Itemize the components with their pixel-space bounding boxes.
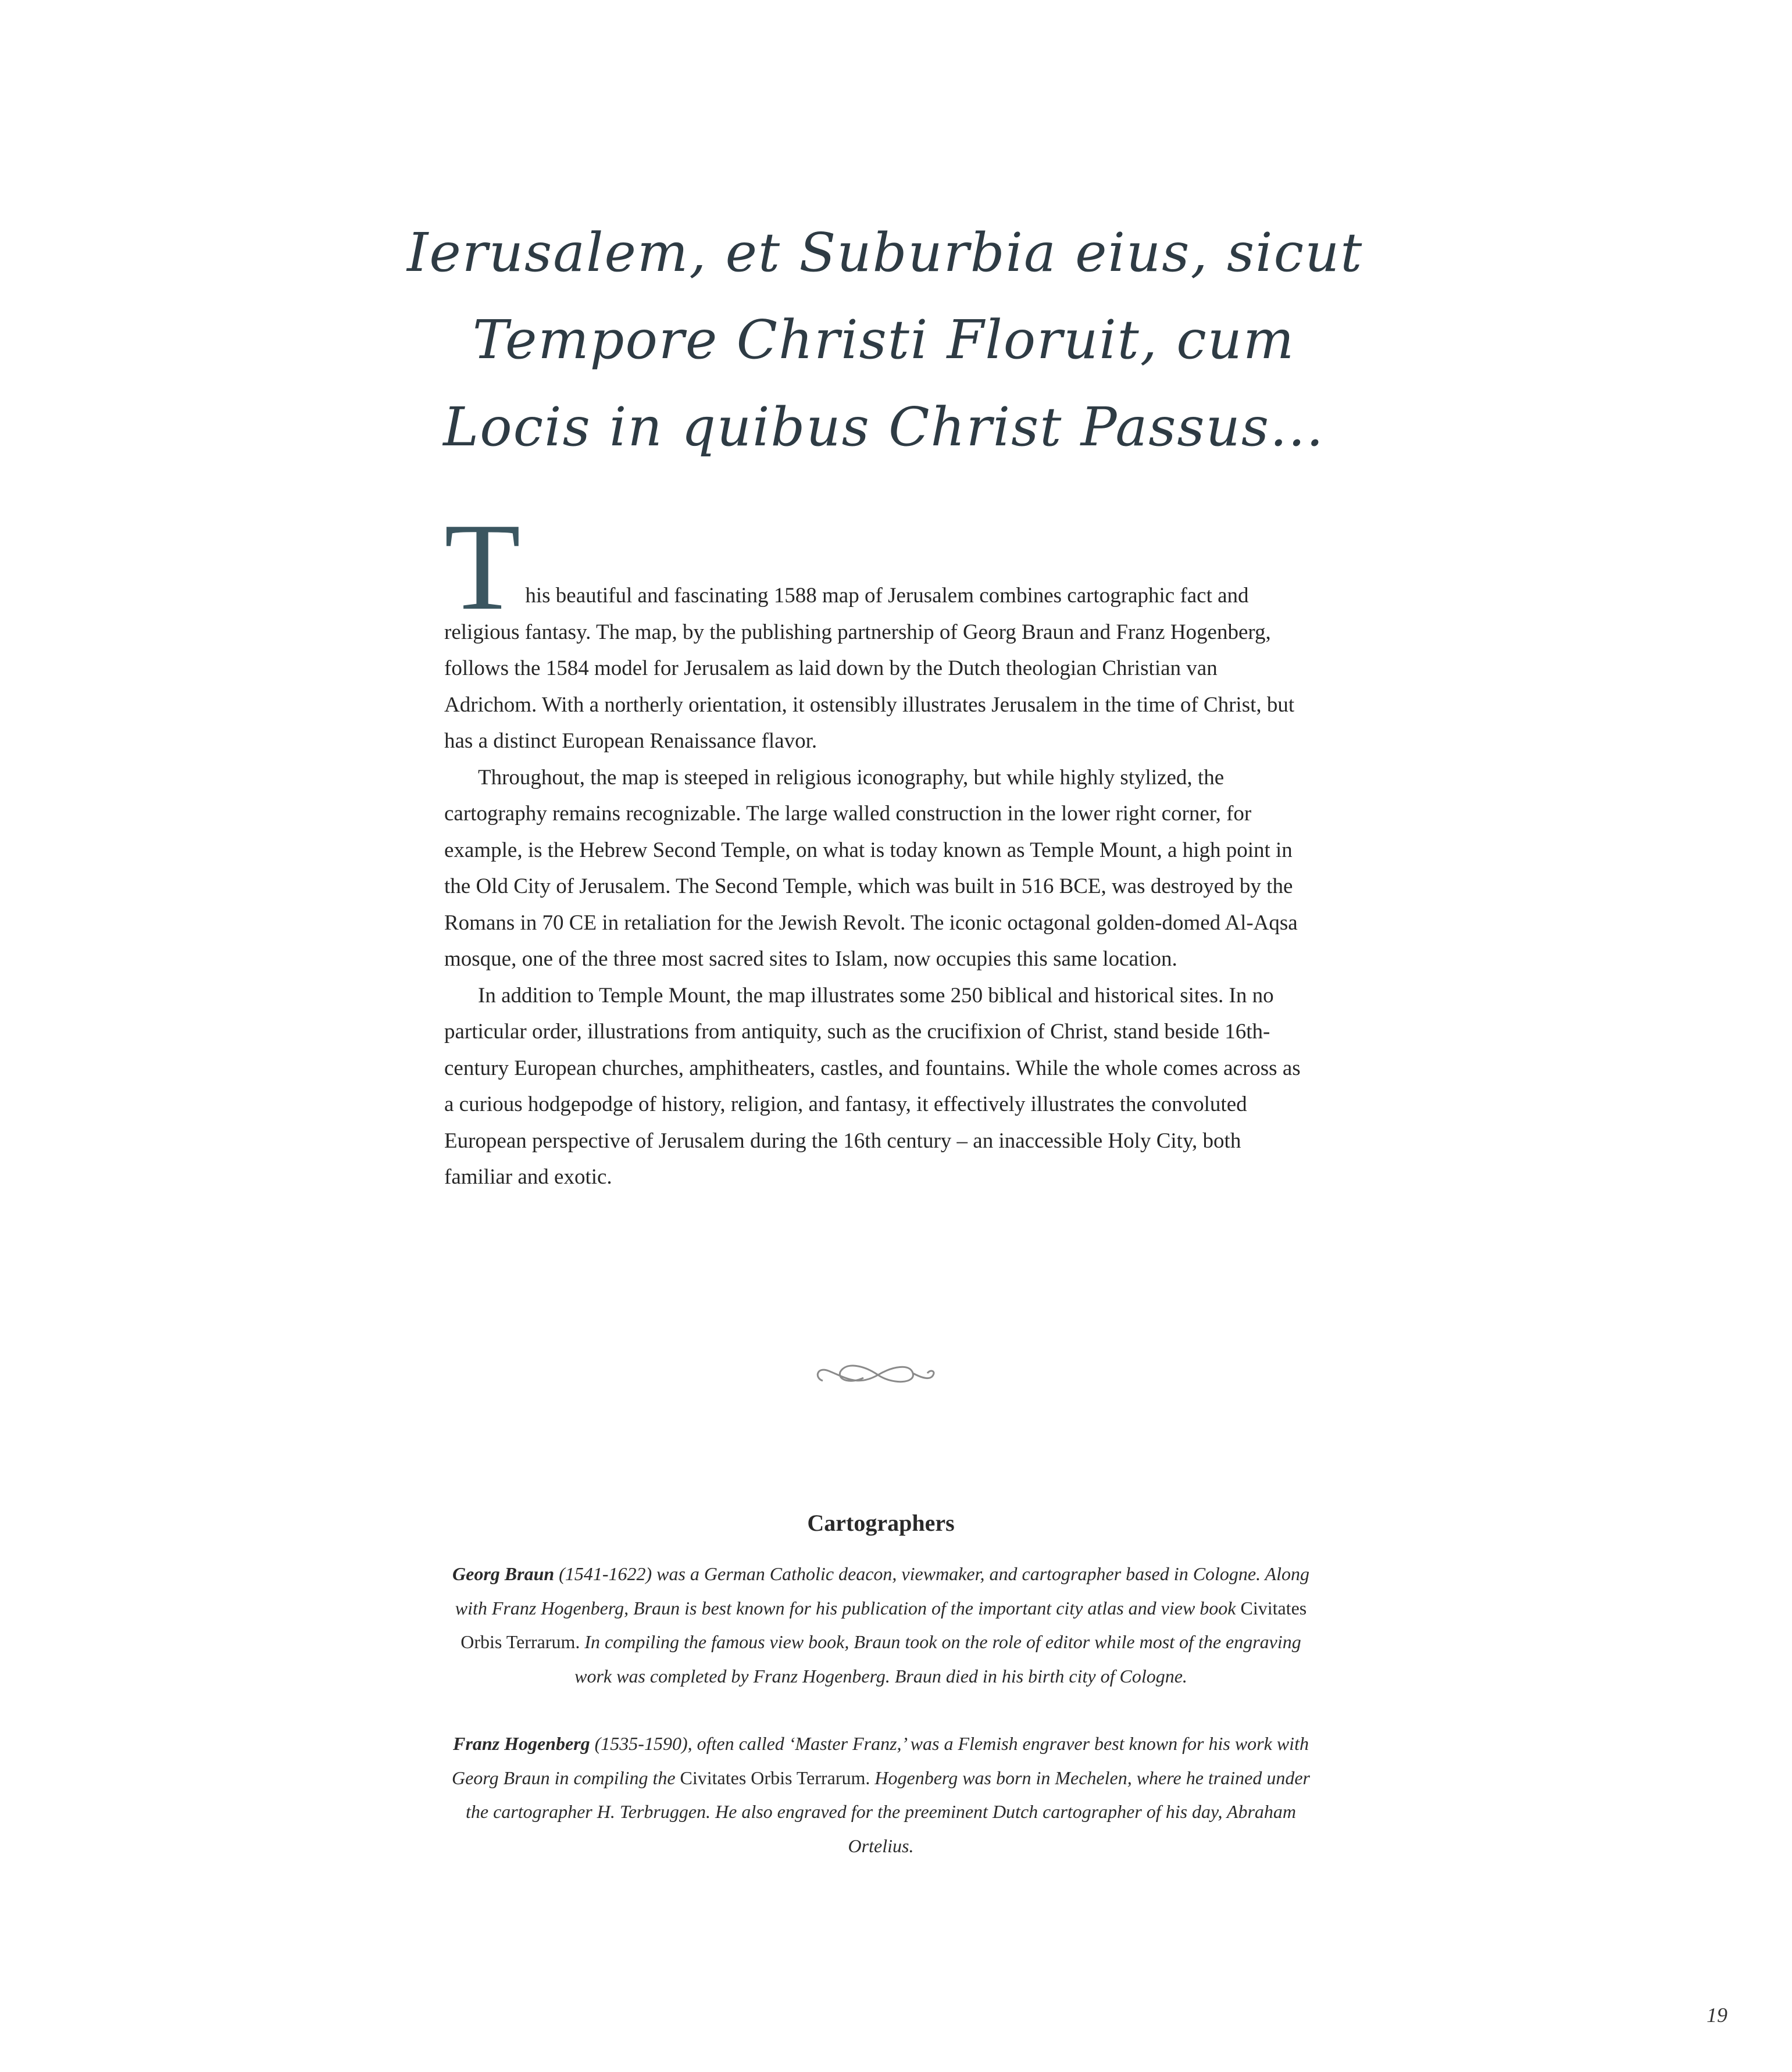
bio-text: (1535-1590), often called ‘Master Franz,’ was a Flemish engraver best known for his work with Georg Braun in compiling the: [451, 1733, 1309, 1788]
section-heading: Cartographers: [807, 1510, 955, 1536]
paragraph: [444, 497, 1311, 760]
flourish-ornament-icon: [811, 1355, 945, 1395]
bio-text: In compiling the famous view book, Braun took on the role of editor while most of the engraving work was completed by Franz Hogenberg. Braun died in his birth city of Cologne.: [574, 1631, 1301, 1687]
page-number: 19: [1707, 2003, 1727, 2027]
bio-hogenberg: [442, 1727, 1320, 1863]
bio-text: (1541-1622) was a German Catholic deacon, viewmaker, and cartographer based in Cologne. Along with Franz Hogenberg, Braun is best known for his publication of the important city atlas and view book: [455, 1563, 1309, 1619]
work-title: Civitates Orbis Terrarum.: [461, 1597, 1307, 1652]
title-line: Tempore Christi Floruit, cum: [472, 309, 1295, 371]
body-text: [444, 497, 1311, 1196]
paragraph: In addition to Temple Mount, the map illustrates some 250 biblical and historical sites. In no particular order, illustrations from antiquity, such as the crucifixion of Christ, stand beside 16th-century European churches, amphitheaters, castles, and fountains. While the whole comes across as a curious hodgepodge of history, religion, and fantasy, it effectively illustrates the convoluted European perspective of Jerusalem during the 16th century – an inaccessible Holy City, both familiar and exotic.: [444, 983, 1301, 1189]
paragraph-text: his beautiful and fascinating 1588 map of Jerusalem combines cartographic fact and religious fantasy. The map, by the publishing partnership of Georg Braun and Franz Hogenberg, follows the 1584 model for Jerusalem as laid down by the Dutch theologian Christian van Adrichom. With a northerly orientation, it ostensibly illustrates Jerusalem in the time of Christ, but has a distinct European Renaissance flavor.: [444, 584, 1295, 753]
bio-name: Georg Braun: [452, 1563, 555, 1584]
page-title: [407, 209, 1361, 471]
bio-text: Hogenberg was born in Mechelen, where he trained under the cartographer H. Terbruggen. He also engraved for the preeminent Dutch cartographer of his day, Abraham Ortelius.: [465, 1767, 1310, 1856]
drop-cap: T: [444, 497, 521, 636]
title-line: Ierusalem, et Suburbia eius, sicut: [407, 222, 1363, 284]
paragraph: Throughout, the map is steeped in religious iconography, but while highly stylized, the cartography remains recognizable. The large walled construction in the lower right corner, for example, is the Hebrew Second Temple, on what is today known as Temple Mount, a high point in the Old City of Jerusalem. The Second Temple, which was built in 516 BCE, was destroyed by the Romans in 70 CE in retaliation for the Jewish Revolt. The iconic octagonal golden-domed Al-Aqsa mosque, one of the three most sacred sites to Islam, now occupies this same location.: [444, 765, 1298, 971]
title-line: Locis in quibus Christ Passus...: [443, 396, 1325, 458]
bio-name: Franz Hogenberg: [453, 1733, 590, 1754]
bio-braun: [442, 1557, 1320, 1693]
cartographers-section: [442, 1506, 1320, 1896]
work-title: Civitates Orbis Terrarum.: [680, 1767, 870, 1788]
